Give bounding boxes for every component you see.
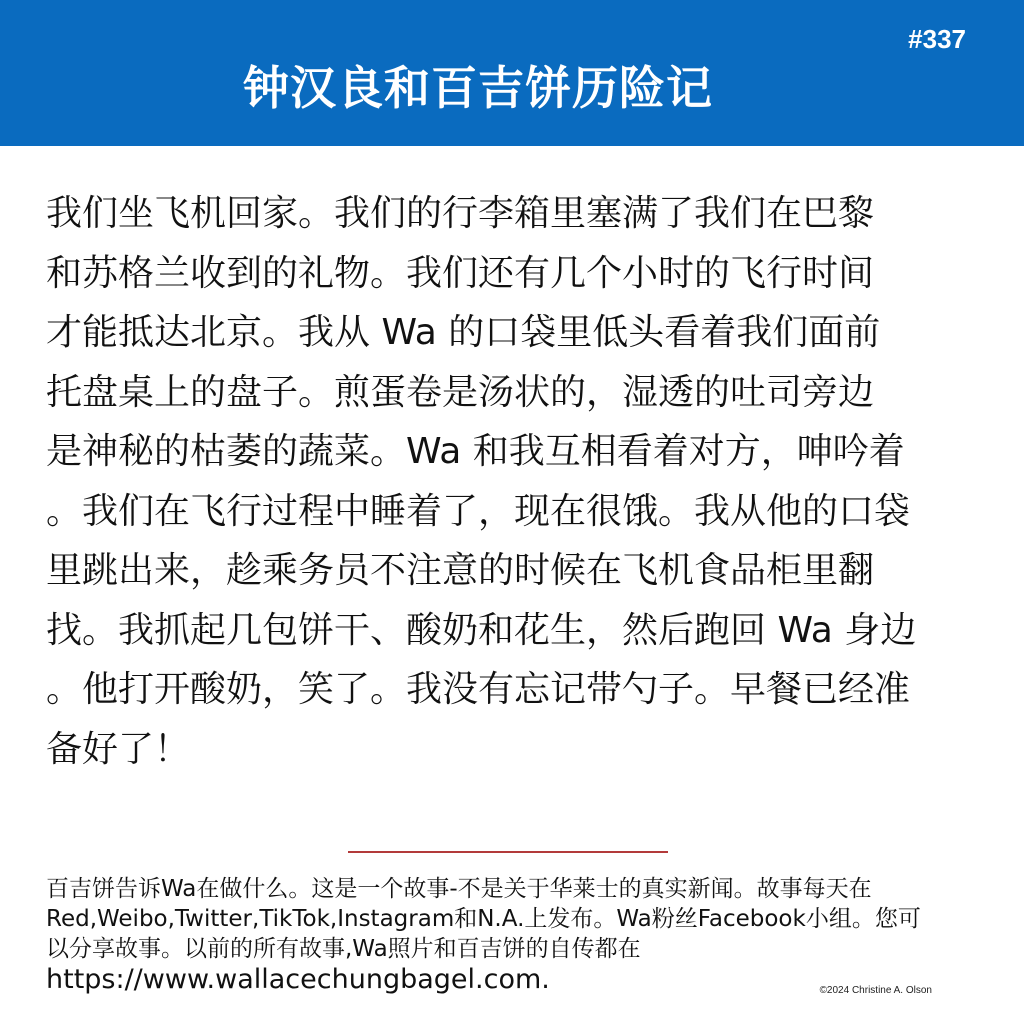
- footer-line: 百吉饼告诉Wa在做什么。这是一个故事-不是关于华莱士的真实新闻。故事每天在: [46, 876, 872, 902]
- section-divider: [348, 851, 668, 853]
- website-link[interactable]: https://www.wallacechungbagel.com.: [46, 964, 550, 995]
- story-line: 。我们在飞行过程中睡着了，现在很饿。我从他的口袋: [46, 490, 911, 532]
- story-line: 找。我抓起几包饼干、酸奶和花生，然后跑回 Wa 身边: [46, 609, 917, 651]
- copyright-notice: ©2024 Christine A. Olson: [819, 985, 932, 996]
- episode-number: #337: [908, 24, 966, 54]
- story-text: [46, 184, 976, 779]
- story-line: 才能抵达北京。我从 Wa 的口袋里低头看着我们面前: [46, 312, 881, 353]
- footer-note: [46, 874, 976, 996]
- story-line: 里跳出来，趁乘务员不注意的时候在飞机食品柜里翻: [46, 550, 875, 591]
- story-line: 是神秘的枯萎的蔬菜。Wa 和我互相看着对方，呻吟着: [46, 431, 905, 472]
- footer-line: 以分享故事。以前的所有故事,Wa照片和百吉饼的自传都在: [46, 936, 641, 962]
- story-line: 备好了！: [46, 728, 191, 770]
- story-line: 。他打开酸奶，笑了。我没有忘记带勺子。早餐已经准: [46, 669, 911, 710]
- story-line: 托盘桌上的盘子。煎蛋卷是汤状的，湿透的吐司旁边: [46, 371, 875, 413]
- story-line: 我们坐飞机回家。我们的行李箱里塞满了我们在巴黎: [46, 193, 875, 234]
- story-line: 和苏格兰收到的礼物。我们还有几个小时的飞行时间: [46, 252, 875, 294]
- page-title: 钟汉良和百吉饼历险记: [243, 61, 713, 115]
- footer-line: Red,Weibo,Twitter,TikTok,Instagram和N.A.上发布。Wa粉丝Facebook小组。您可: [46, 906, 921, 932]
- header-banner: [0, 0, 1024, 146]
